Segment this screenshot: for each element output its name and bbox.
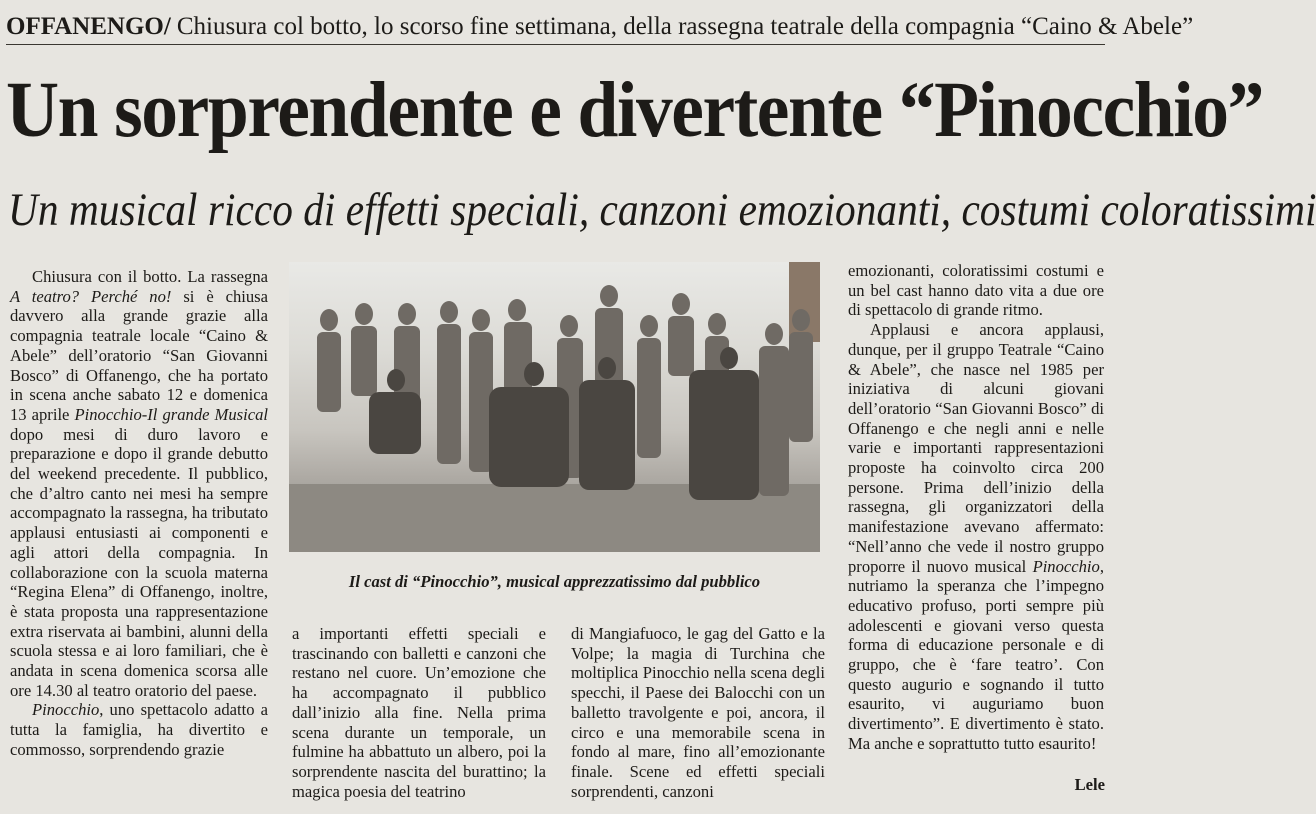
- subheadline: Un musical ricco di effetti speciali, canzoni emozionanti, costumi coloratissimi: [8, 184, 1316, 236]
- article-column-4: [848, 261, 1104, 773]
- col1-text: dopo mesi di duro lavoro e preparazione e dopo il grande debutto del weekend precedente. Il pubblico, che d’altro canto nei mesi ha sempre accompagnato la rassegna, ha tributato applausi entusiasti ai componenti e agli attori della compagnia. In collaborazione con la scuola materna “Regina Elena” di Offanengo, inoltre, è stata proposta una rappresentazione extra riservata ai bambini, alunni della scuola stessa e ai loro familiari, che è andata in scena domenica scorsa alle ore 14.30 al teatro oratorio del paese.: [10, 424, 268, 700]
- col3-text: di Mangiafuoco, le gag del Gatto e la Volpe; la magia di Turchina che moltiplica Pinocchio nella scena degli specchi, il Paese dei Balocchi con un balletto travolgente e poi, ancora, il circo e una memorabile scena in fondo al mare, fino all’emozionante finale. Scene ed effetti speciali sorprendenti, canzoni: [571, 624, 825, 801]
- col2-text: a importanti effetti speciali e trascinando con balletti e canzoni che restano nel cuore. Un’emozione che ha accompagnato il pubblico dall’inizio alla fine. Nella prima scena durante un temporale, un fulmine ha abbattuto un albero, poi la sorprendente nascita del burattino; la magica poesia del teatrino: [292, 624, 546, 801]
- kicker-separator: /: [163, 13, 171, 40]
- show-title: Pinocchio-Il grande Musical: [74, 404, 268, 424]
- group-photo-icon: [289, 262, 820, 552]
- kicker-text: Chiusura col botto, lo scorso fine settimana, della rassegna teatrale della compagnia “Caino & Abele”: [176, 13, 1194, 40]
- kicker-divider: [6, 44, 1105, 45]
- col1-text: Chiusura con il botto. La rassegna: [32, 267, 268, 286]
- photo-caption: Il cast di “Pinocchio”, musical apprezzatissimo dal pubblico: [348, 572, 761, 591]
- col4-text: emozionanti, coloratissimi costumi e un bel cast hanno dato vita a due ore di spettacolo di grande ritmo.: [848, 261, 1104, 320]
- kicker-line: [6, 12, 1194, 42]
- cast-photo: [289, 262, 820, 552]
- rassegna-title: A teatro? Perché no!: [10, 286, 172, 306]
- col4-text: , nutriamo la speranza che l’impegno educativo profuso, porti sempre più adolescenti e giovani verso questa forma di educazione personale e di gruppo, che è ‘fare teatro’. Con questo augurio e sognando il tutto esaurito, vi auguriamo buon divertimento”. E divertimento è stato. Ma anche e soprattutto tutto esaurito!: [848, 556, 1104, 753]
- col4-text: Applausi e ancora applausi, dunque, per il gruppo Teatrale “Caino & Abele”, che nasce nel 1985 per iniziativa di alcuni giovani dell’oratorio “San Giovanni Bosco” di Offanengo e che negli anni e nelle varie e importanti rappresentazioni proposte ha coinvolto circa 200 persone. Prima dell’inizio della rassegna, gli organizzatori della manifestazione avevano affermato: “Nell’anno che vede il nostro gruppo proporre il nuovo musical: [848, 320, 1104, 576]
- col1-text: si è chiusa davvero alla grande grazie alla compagnia teatrale locale “Caino & Abele” dell’oratorio “San Giovanni Bosco” di Offanengo, che ha portato in scena anche sabato 12 e domenica 13 aprile: [10, 286, 268, 424]
- col1-text: , uno spettacolo adatto a tutta la famiglia, ha divertito e commosso, sorprendendo grazie: [10, 700, 268, 759]
- article-column-3: [571, 624, 825, 812]
- show-title: Pinocchio: [1032, 556, 1100, 576]
- kicker-location: OFFANENGO: [6, 13, 164, 40]
- article-column-1: [10, 267, 268, 812]
- show-title: Pinocchio: [32, 700, 100, 720]
- headline: Un sorprendente e divertente “Pinocchio”: [6, 67, 1263, 154]
- article-column-2: [292, 624, 546, 812]
- author-signature: Lele: [1074, 775, 1105, 794]
